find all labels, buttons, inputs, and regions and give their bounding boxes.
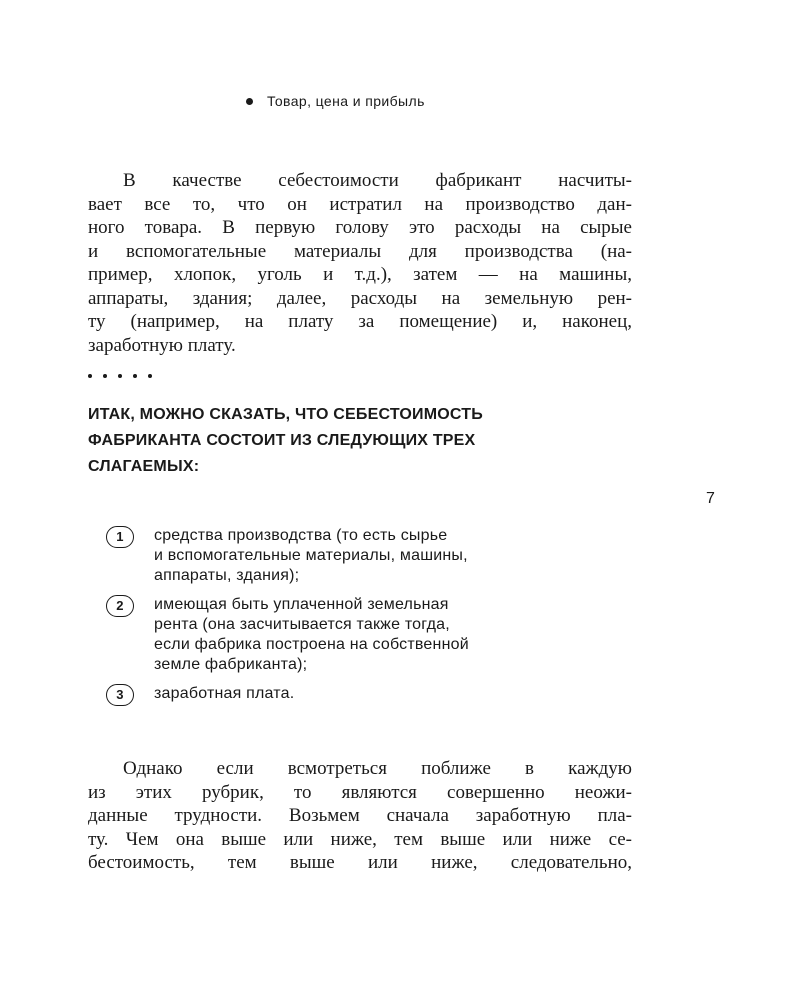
list-item-line: и вспомогательные материалы, машины, bbox=[154, 547, 468, 564]
number-badge: 1 bbox=[106, 526, 134, 548]
list-item bbox=[106, 595, 606, 675]
paragraph-wage-analysis bbox=[88, 757, 632, 875]
paragraph-line: ту (например, на плату за помещение) и, наконец, bbox=[88, 311, 632, 332]
dot-icon bbox=[148, 374, 152, 378]
list-item-line: рента (она засчитывается также тогда, bbox=[154, 616, 450, 633]
running-header bbox=[246, 93, 425, 109]
bullet-icon bbox=[246, 98, 253, 105]
paragraph-line: Однако если всмотреться поближе в каждую bbox=[123, 758, 632, 779]
list-item-line: заработная плата. bbox=[154, 685, 295, 702]
list-item-line: аппараты, здания); bbox=[154, 567, 300, 584]
list-item-line: средства производства (то есть сырье bbox=[154, 527, 448, 544]
section-divider-dots bbox=[88, 374, 152, 378]
cost-components-list bbox=[106, 526, 606, 713]
paragraph-line: ного товара. В первую голову это расходы на сырые bbox=[88, 217, 632, 238]
dot-icon bbox=[133, 374, 137, 378]
heading-line: ФАБРИКАНТА СОСТОИТ ИЗ СЛЕДУЮЩИХ ТРЕХ bbox=[88, 432, 476, 449]
number-badge: 2 bbox=[106, 595, 134, 617]
paragraph-cost-definition bbox=[88, 169, 632, 357]
paragraph-line: аппараты, здания; далее, расходы на земельную рен- bbox=[88, 287, 632, 309]
paragraph-line: вает все то, что он истратил на производство дан- bbox=[88, 193, 632, 215]
page-number: 7 bbox=[706, 490, 715, 507]
paragraph-line: пример, хлопок, уголь и т.д.), затем — на машины, bbox=[88, 264, 632, 285]
heading-line: СЛАГАЕМЫХ: bbox=[88, 458, 200, 475]
paragraph-line: бестоимость, тем выше или ниже, следовательно, bbox=[88, 852, 632, 873]
dot-icon bbox=[118, 374, 122, 378]
running-title: Товар, цена и прибыль bbox=[267, 93, 425, 109]
dot-icon bbox=[103, 374, 107, 378]
list-item bbox=[106, 526, 606, 586]
paragraph-line: заработную плату. bbox=[88, 334, 236, 356]
list-item-line: если фабрика построена на собственной bbox=[154, 636, 469, 653]
paragraph-line: ту. Чем она выше или ниже, тем выше или ниже се- bbox=[88, 828, 632, 850]
number-badge: 3 bbox=[106, 684, 134, 706]
heading-line: ИТАК, МОЖНО СКАЗАТЬ, ЧТО СЕБЕСТОИМОСТЬ bbox=[88, 406, 483, 423]
list-item-line: имеющая быть уплаченной земельная bbox=[154, 596, 449, 613]
paragraph-line: В качестве себестоимости фабрикант насчиты- bbox=[123, 170, 632, 191]
paragraph-line: и вспомогательные материалы для производства (на- bbox=[88, 240, 632, 262]
list-item-line: земле фабриканта); bbox=[154, 656, 308, 673]
dot-icon bbox=[88, 374, 92, 378]
list-item bbox=[106, 684, 606, 704]
paragraph-line: данные трудности. Возьмем сначала заработную пла- bbox=[88, 805, 632, 826]
section-heading bbox=[88, 402, 608, 480]
paragraph-line: из этих рубрик, то являются совершенно неожи- bbox=[88, 781, 632, 803]
